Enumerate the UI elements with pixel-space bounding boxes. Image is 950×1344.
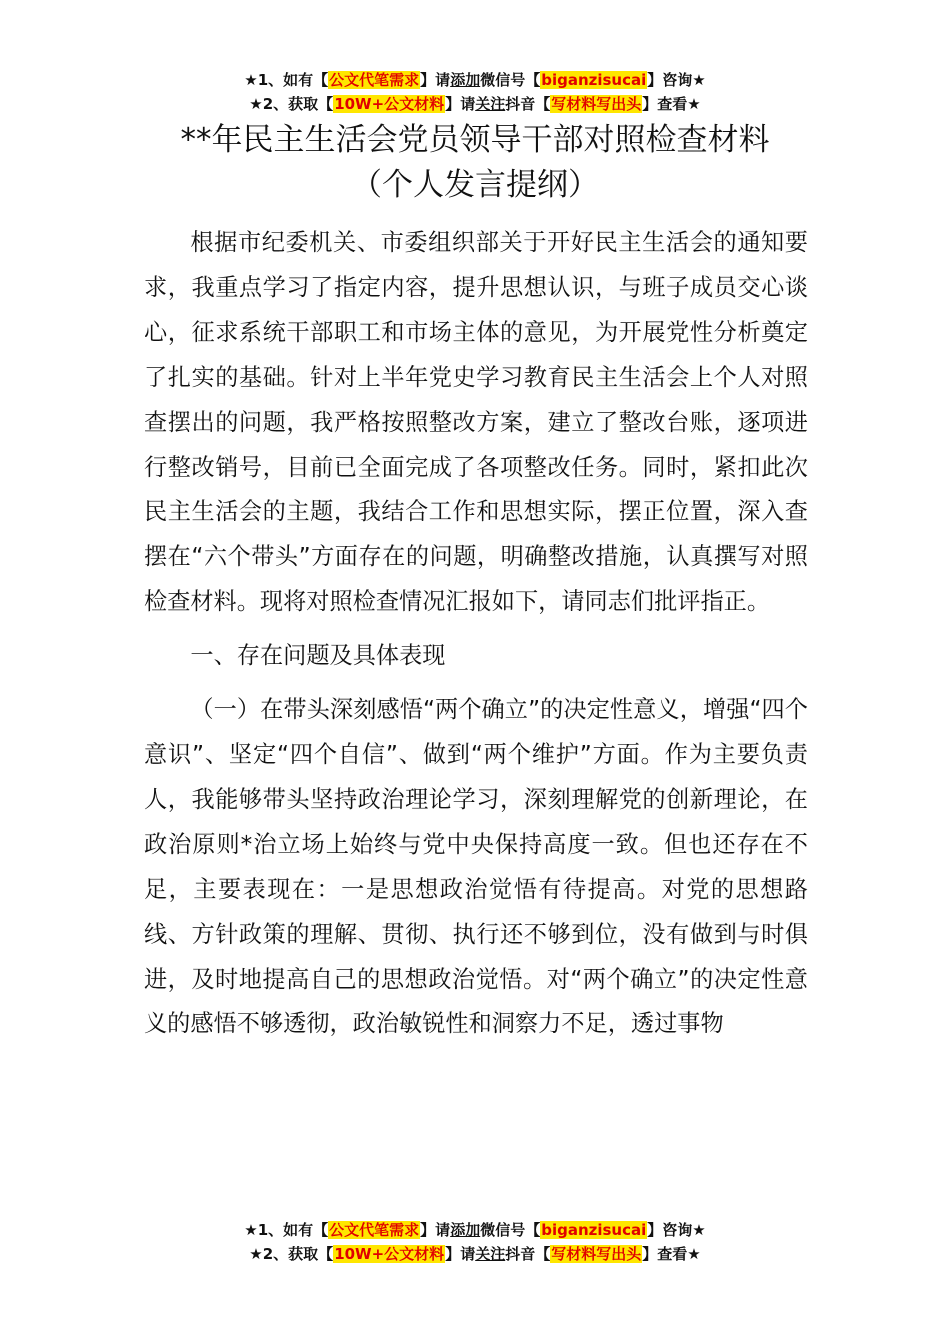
promo-underlined: 关注: [475, 1245, 506, 1263]
promo-text: 】查看★: [642, 1245, 701, 1263]
promo-text: 抖音【: [505, 95, 551, 113]
promo-text: ★1、如有【: [244, 1221, 329, 1239]
promo-text: ★2、获取【: [249, 1245, 334, 1263]
promo-text: 微信号【: [480, 71, 541, 89]
intro-paragraph: 根据市纪委机关、市委组织部关于开好民主生活会的通知要求，我重点学习了指定内容，提升思想认识，与班子成员交心谈心，征求系统干部职工和市场主体的意见，为开展党性分析奠定了扎实的基础。针对上半年党史学习教育民主生活会上个人对照查摆出的问题，我严格按照整改方案，建立了整改台账，逐项进行整改销号，目前已全面完成了各项整改任务。同时，紧扣此次民主生活会的主题，我结合工作和思想实际，摆正位置，深入查摆在“六个带头”方面存在的问题，明确整改措施，认真撰写对照检查材料。现将对照检查情况汇报如下，请同志们批评指正。: [144, 229, 808, 616]
promo-highlight: 写材料写出头: [551, 1245, 642, 1263]
document-title: **年民主生活会党员领导干部对照检查材料: [180, 122, 770, 158]
promo-text: 】咨询★: [647, 71, 706, 89]
promo-text: 】查看★: [642, 95, 701, 113]
promo-text: 】请: [445, 95, 476, 113]
document-body: [144, 221, 808, 1047]
promo-highlight: 公文代笔需求: [329, 71, 420, 89]
promo-highlight: 写材料写出头: [551, 95, 642, 113]
document-title-block: [0, 118, 950, 208]
body-paragraph: （一）在带头深刻感悟“两个确立”的决定性意义，增强“四个意识”、坚定“四个自信”、做到“两个维护”方面。作为主要负责人，我能够带头坚持政治理论学习，深刻理解党的创新理论，在政治原则*治立场上始终与党中央保持高度一致。但也还存在不足，主要表现在：一是思想政治觉悟有待提高。对党的思想路线、方针政策的理解、贯彻、执行还不够到位，没有做到与时俱进，及时地提高自己的思想政治觉悟。对“两个确立”的决定性意义的感悟不够透彻，政治敏锐性和洞察力不足，透过事物: [144, 696, 808, 1038]
promo-text: 抖音【: [505, 1245, 551, 1263]
promo-text: 】请: [420, 71, 451, 89]
promo-text: ★1、如有【: [244, 71, 329, 89]
promo-text: ★2、获取【: [249, 95, 334, 113]
promo-banner-bottom: [0, 1218, 950, 1266]
promo-line-1: [0, 68, 950, 92]
promo-text: 】请: [445, 1245, 476, 1263]
document-subtitle: （个人发言提纲）: [351, 167, 599, 203]
section-heading: 一、存在问题及具体表现: [190, 642, 446, 670]
promo-text: 】咨询★: [647, 1221, 706, 1239]
promo-highlight: 10W+公文材料: [334, 1245, 445, 1263]
promo-underlined: 添加: [450, 1221, 481, 1239]
promo-text: 】请: [420, 1221, 451, 1239]
promo-highlight: 10W+公文材料: [334, 95, 445, 113]
promo-line-2: [0, 92, 950, 116]
promo-highlight: biganzisucai: [541, 71, 647, 89]
promo-line-1: [0, 1218, 950, 1242]
promo-underlined: 关注: [475, 95, 506, 113]
promo-line-2: [0, 1242, 950, 1266]
promo-text: 微信号【: [480, 1221, 541, 1239]
promo-banner-top: [0, 68, 950, 116]
promo-highlight: 公文代笔需求: [329, 1221, 420, 1239]
promo-underlined: 添加: [450, 71, 481, 89]
promo-highlight: biganzisucai: [541, 1221, 647, 1239]
